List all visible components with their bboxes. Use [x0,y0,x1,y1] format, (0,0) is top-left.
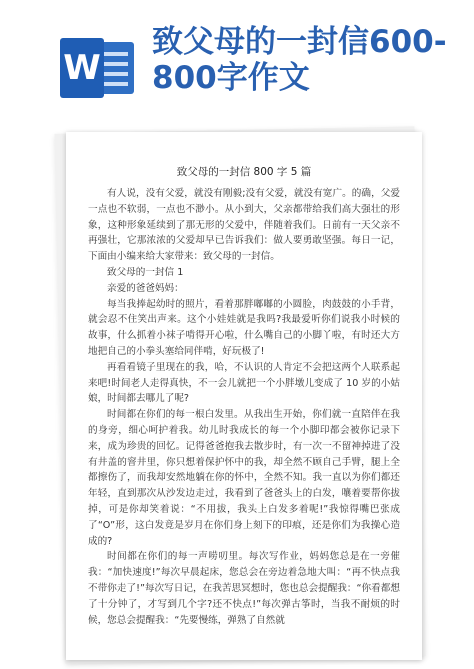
document-title: 致父母的一封信 800 字 5 篇 [176,166,312,178]
paragraph: 时间都在你们的每一根白发里。从我出生开始，你们就一直陪伴在我的身旁，细心呵护着我。幼儿时我成长的每一个小脚印都会被你记录下来，成为珍贵的回忆。记得爸爸抱我去散步时，有一次一不留神掉进了没有井盖的窨井里，你只想着保护怀中的我，却全然不顾自己手臂，腿上全都擦伤了，而我却安然地躺在你的怀中，全然不知。我一直以为你们都还年轻，直到那次从沙发边走过，我看到了爸爸头上的白发，嚷着要帮你拔掉，可是你却笑着说：“不用拔，我头上白发多着呢!”我惊得嘴巴张成了“O”形，这白发竟是岁月在你们身上刻下的印痕，还是你们为我操心造成的? [88,409,400,547]
paragraph: 致父母的一封信 1 [107,266,184,278]
banner [0,0,474,118]
word-icon-line [102,82,128,86]
paragraph: 每当我捧起幼时的照片，看着那胖嘟嘟的小圆脸，肉鼓鼓的小手背，就会忍不住笑出声来。这个小娃娃就是我吗?我最爱听你们说我小时候的故事，什么抓着小袜子啃得开心啦，什么嘴自己的小脚丫啦，有时还大方地把自己的小拳头塞给同伴啃，好玩极了! [88,298,400,357]
word-icon-line [102,72,128,76]
paragraph: 时间都在你们的每一声唠叨里。每次写作业，妈妈您总是在一旁催我：“加快速度!”每次早晨起床，您总会在旁边着急地大叫：“再不快点我不带你走了!”每次写日记，在我苦思冥想时，您也总会提醒我：“你看都想了十分钟了，才写到几个字?还不快点!”每次弹古筝时，当我不耐烦的时候，您总会提醒我：“先要慢练，弹熟了自然就 [88,551,400,626]
paragraph: 亲爱的爸爸妈妈： [107,282,184,294]
document-body [88,186,400,628]
document-page [66,132,422,660]
paragraph: 有人说，没有父爱，就没有刚毅;没有父爱，就没有宽广。的确，父爱一点也不软弱，一点也不渺小。从小到大，父亲都带给我们高大强壮的形象，这种形象延续到了那无形的父爱中，伴随着我们。日前有一天父亲不再强壮，它那浓浓的父爱却早已告诉我们：做人要勇敢坚强。每日一记，下面由小编来给大家带来：致父母的一封信。 [88,188,400,263]
word-icon-line [102,62,128,66]
banner-title: 致父母的一封信600-800字作文 [152,24,447,96]
word-icon-line [102,52,128,56]
paragraph: 再看看镜子里现在的我，哈，不认识的人肯定不会把这两个人联系起来吧!时间老人走得真快，不一会儿就把一个小胖墩儿变成了 10 岁的小姑娘，时间都去哪儿了呢? [88,361,400,405]
word-icon-letter: W [60,38,104,98]
word-document-icon [60,38,134,98]
